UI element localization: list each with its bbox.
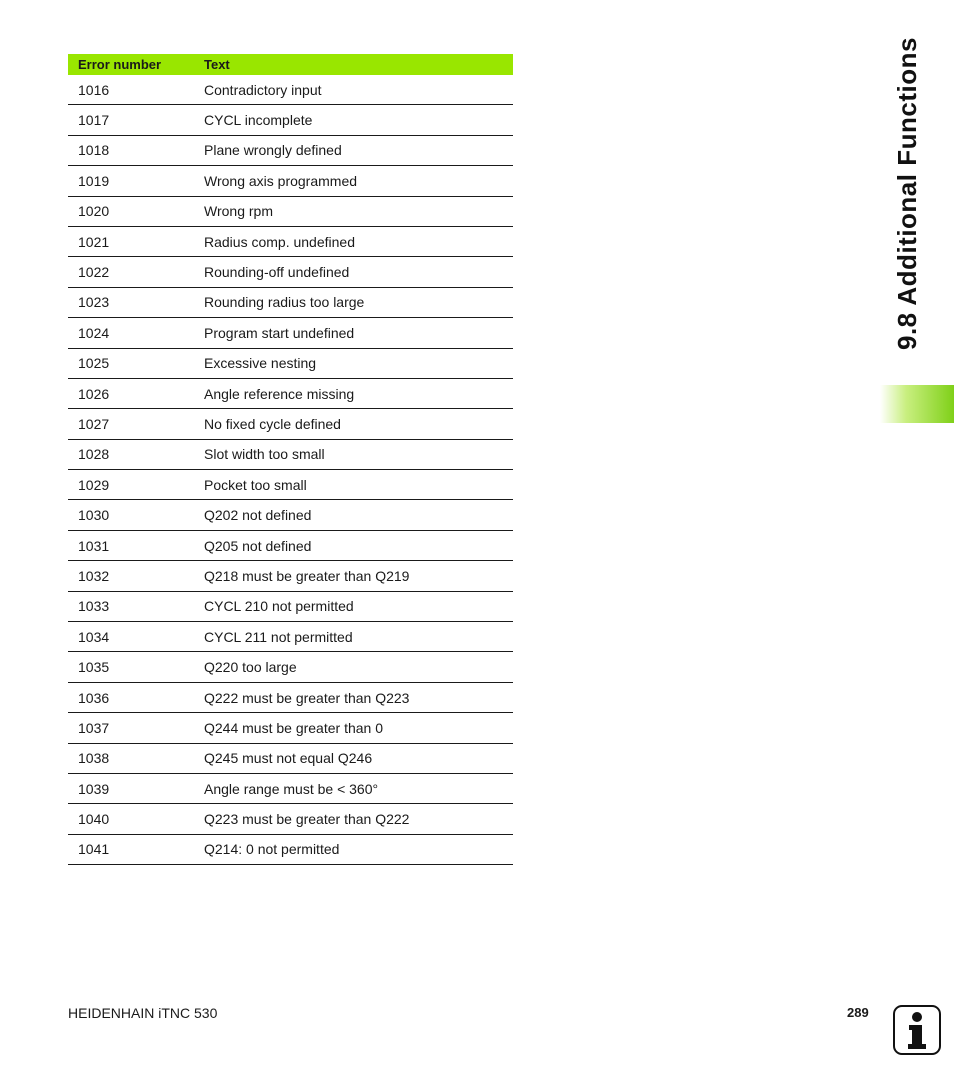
table-row — [68, 592, 513, 622]
table-row — [68, 622, 513, 652]
error-text-cell: Contradictory input — [204, 81, 322, 98]
error-text-cell: Q223 must be greater than Q222 — [204, 811, 410, 828]
error-text-cell: Q244 must be greater than 0 — [204, 719, 383, 736]
error-number-cell: 1016 — [78, 81, 110, 98]
error-text-cell: CYCL 211 not permitted — [204, 628, 353, 645]
section-tab-marker — [880, 385, 954, 423]
error-number-cell: 1022 — [78, 264, 110, 281]
table-row — [68, 409, 513, 439]
page-number: 289 — [847, 1005, 869, 1020]
table-row — [68, 713, 513, 743]
table-row — [68, 349, 513, 379]
error-number-cell: 1039 — [78, 780, 110, 797]
error-number-cell: 1023 — [78, 294, 110, 311]
error-text-cell: No fixed cycle defined — [204, 415, 341, 432]
header-error-number: Error number — [78, 57, 162, 72]
error-number-cell: 1019 — [78, 172, 110, 189]
error-number-cell: 1032 — [78, 567, 110, 584]
error-text-cell: Radius comp. undefined — [204, 233, 355, 250]
section-title: 9.8 Additional Functions — [892, 37, 922, 350]
error-number-cell: 1026 — [78, 385, 110, 402]
table-row — [68, 470, 513, 500]
error-number-cell: 1030 — [78, 507, 110, 524]
error-table — [68, 54, 513, 865]
error-number-cell: 1041 — [78, 841, 110, 858]
error-number-cell: 1038 — [78, 750, 110, 767]
error-text-cell: Excessive nesting — [204, 355, 317, 372]
table-row — [68, 683, 513, 713]
table-row — [68, 835, 513, 865]
table-row — [68, 136, 513, 166]
table-row — [68, 166, 513, 196]
error-number-cell: 1021 — [78, 233, 110, 250]
error-number-cell: 1024 — [78, 324, 110, 341]
table-row — [68, 227, 513, 257]
table-row — [68, 652, 513, 682]
error-text-cell: Pocket too small — [204, 476, 307, 493]
error-text-cell: Wrong rpm — [204, 203, 273, 220]
table-row — [68, 774, 513, 804]
error-number-cell: 1028 — [78, 446, 110, 463]
error-text-cell: Q214: 0 not permitted — [204, 841, 340, 858]
error-text-cell: Angle range must be < 360° — [204, 780, 379, 797]
error-text-cell: Plane wrongly defined — [204, 142, 342, 159]
table-row — [68, 105, 513, 135]
error-number-cell: 1036 — [78, 689, 110, 706]
table-row — [68, 500, 513, 530]
error-number-cell: 1035 — [78, 659, 110, 676]
error-number-cell: 1040 — [78, 811, 110, 828]
table-row — [68, 379, 513, 409]
error-text-cell: Angle reference missing — [204, 385, 355, 402]
info-icon — [893, 1005, 941, 1055]
footer-manual-name: HEIDENHAIN iTNC 530 — [68, 1005, 218, 1021]
error-text-cell: Rounding radius too large — [204, 294, 365, 311]
table-row — [68, 561, 513, 591]
error-text-cell: Slot width too small — [204, 446, 325, 463]
table-row — [68, 744, 513, 774]
table-row — [68, 197, 513, 227]
error-number-cell: 1037 — [78, 719, 110, 736]
error-number-cell: 1025 — [78, 355, 110, 372]
table-body — [68, 75, 513, 865]
error-text-cell: Q202 not defined — [204, 507, 312, 524]
error-text-cell: Wrong axis programmed — [204, 172, 358, 189]
error-text-cell: Q245 must not equal Q246 — [204, 750, 373, 767]
table-header — [68, 54, 513, 75]
table-row — [68, 804, 513, 834]
header-text: Text — [204, 57, 230, 72]
error-text-cell: CYCL 210 not permitted — [204, 598, 354, 615]
error-text-cell: Q205 not defined — [204, 537, 312, 554]
error-text-cell: Rounding-off undefined — [204, 264, 350, 281]
error-number-cell: 1020 — [78, 203, 110, 220]
table-row — [68, 257, 513, 287]
table-row — [68, 318, 513, 348]
table-row — [68, 440, 513, 470]
error-number-cell: 1033 — [78, 598, 110, 615]
error-text-cell: Q222 must be greater than Q223 — [204, 689, 410, 706]
error-number-cell: 1018 — [78, 142, 110, 159]
error-text-cell: CYCL incomplete — [204, 112, 313, 129]
error-number-cell: 1031 — [78, 537, 110, 554]
table-row — [68, 75, 513, 105]
error-text-cell: Q218 must be greater than Q219 — [204, 567, 410, 584]
error-number-cell: 1034 — [78, 628, 110, 645]
table-row — [68, 288, 513, 318]
table-row — [68, 531, 513, 561]
error-number-cell: 1029 — [78, 476, 110, 493]
error-number-cell: 1027 — [78, 415, 110, 432]
error-text-cell: Q220 too large — [204, 659, 297, 676]
error-text-cell: Program start undefined — [204, 324, 355, 341]
error-number-cell: 1017 — [78, 112, 110, 129]
